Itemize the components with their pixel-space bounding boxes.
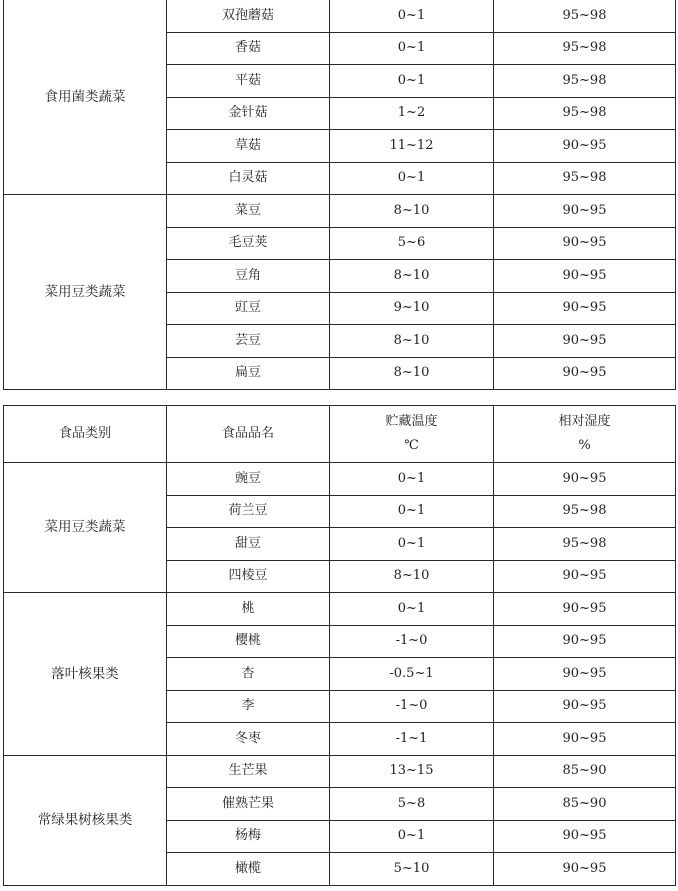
food-name-cell: 毛豆荚	[167, 227, 330, 260]
temperature-cell: 8~10	[330, 560, 494, 593]
humidity-cell: 90~95	[494, 357, 676, 390]
food-name-cell: 豇豆	[167, 292, 330, 325]
humidity-cell: 90~95	[494, 723, 676, 756]
humidity-cell: 90~95	[494, 463, 676, 496]
food-name-cell: 橄榄	[167, 853, 330, 886]
humidity-cell: 90~95	[494, 227, 676, 260]
humidity-cell: 90~95	[494, 195, 676, 228]
humidity-cell: 85~90	[494, 755, 676, 788]
food-name-cell: 平菇	[167, 65, 330, 98]
food-name-cell: 香菇	[167, 32, 330, 65]
humidity-cell: 95~98	[494, 32, 676, 65]
food-name-cell: 草菇	[167, 130, 330, 163]
humidity-cell: 90~95	[494, 593, 676, 626]
humidity-cell: 95~98	[494, 0, 676, 32]
table-row	[4, 195, 676, 228]
humidity-cell: 90~95	[494, 853, 676, 886]
humidity-cell: 90~95	[494, 560, 676, 593]
humidity-cell: 90~95	[494, 625, 676, 658]
humidity-cell: 90~95	[494, 292, 676, 325]
temperature-cell: 8~10	[330, 195, 494, 228]
category-cell: 菜用豆类蔬菜	[4, 195, 167, 390]
food-name-cell: 扁豆	[167, 357, 330, 390]
header-category: 食品类别	[4, 406, 167, 463]
food-name-cell: 杏	[167, 658, 330, 691]
category-cell: 常绿果树核果类	[4, 755, 167, 885]
header-temperature-unit: ℃	[404, 438, 419, 453]
header-name: 食品品名	[167, 406, 330, 463]
temperature-cell: 8~10	[330, 325, 494, 358]
food-name-cell: 桃	[167, 593, 330, 626]
food-name-cell: 催熟芒果	[167, 788, 330, 821]
temperature-cell: 0~1	[330, 820, 494, 853]
table-body-bottom	[4, 463, 676, 886]
humidity-cell: 95~98	[494, 528, 676, 561]
header-humidity	[494, 406, 676, 463]
storage-table-top	[3, 0, 676, 390]
food-name-cell: 豆角	[167, 260, 330, 293]
header-temperature-label: 贮藏温度	[385, 414, 438, 430]
table-row	[4, 463, 676, 496]
food-name-cell: 四棱豆	[167, 560, 330, 593]
humidity-cell: 95~98	[494, 65, 676, 98]
table-row	[4, 0, 676, 32]
storage-table-bottom	[3, 405, 676, 886]
food-name-cell: 生芒果	[167, 755, 330, 788]
temperature-cell: -1~1	[330, 723, 494, 756]
food-name-cell: 荷兰豆	[167, 495, 330, 528]
table-header-row	[4, 406, 676, 463]
header-temperature	[330, 406, 494, 463]
temperature-cell: 0~1	[330, 495, 494, 528]
temperature-cell: -1~0	[330, 625, 494, 658]
temperature-cell: 9~10	[330, 292, 494, 325]
humidity-cell: 95~98	[494, 162, 676, 195]
temperature-cell: 8~10	[330, 357, 494, 390]
category-cell: 落叶核果类	[4, 593, 167, 756]
temperature-cell: 0~1	[330, 463, 494, 496]
temperature-cell: 0~1	[330, 32, 494, 65]
humidity-cell: 90~95	[494, 325, 676, 358]
food-name-cell: 冬枣	[167, 723, 330, 756]
category-cell: 菜用豆类蔬菜	[4, 463, 167, 593]
food-name-cell: 樱桃	[167, 625, 330, 658]
humidity-cell: 90~95	[494, 658, 676, 691]
temperature-cell: 13~15	[330, 755, 494, 788]
humidity-cell: 90~95	[494, 820, 676, 853]
table-row	[4, 593, 676, 626]
humidity-cell: 95~98	[494, 97, 676, 130]
table-body-top	[4, 0, 676, 390]
food-name-cell: 芸豆	[167, 325, 330, 358]
temperature-cell: 5~6	[330, 227, 494, 260]
header-humidity-unit: %	[578, 438, 591, 453]
temperature-cell: 0~1	[330, 528, 494, 561]
humidity-cell: 90~95	[494, 690, 676, 723]
food-name-cell: 杨梅	[167, 820, 330, 853]
temperature-cell: 11~12	[330, 130, 494, 163]
temperature-cell: -0.5~1	[330, 658, 494, 691]
food-name-cell: 白灵菇	[167, 162, 330, 195]
temperature-cell: 0~1	[330, 65, 494, 98]
humidity-cell: 95~98	[494, 495, 676, 528]
food-name-cell: 金针菇	[167, 97, 330, 130]
humidity-cell: 85~90	[494, 788, 676, 821]
temperature-cell: 0~1	[330, 162, 494, 195]
food-name-cell: 双孢蘑菇	[167, 0, 330, 32]
temperature-cell: 8~10	[330, 260, 494, 293]
food-name-cell: 菜豆	[167, 195, 330, 228]
header-humidity-label: 相对湿度	[558, 414, 611, 430]
temperature-cell: 0~1	[330, 593, 494, 626]
category-cell: 食用菌类蔬菜	[4, 0, 167, 195]
food-name-cell: 甜豆	[167, 528, 330, 561]
humidity-cell: 90~95	[494, 260, 676, 293]
table-row	[4, 755, 676, 788]
temperature-cell: 5~8	[330, 788, 494, 821]
food-name-cell: 李	[167, 690, 330, 723]
temperature-cell: -1~0	[330, 690, 494, 723]
humidity-cell: 90~95	[494, 130, 676, 163]
food-name-cell: 豌豆	[167, 463, 330, 496]
temperature-cell: 0~1	[330, 0, 494, 32]
temperature-cell: 1~2	[330, 97, 494, 130]
temperature-cell: 5~10	[330, 853, 494, 886]
